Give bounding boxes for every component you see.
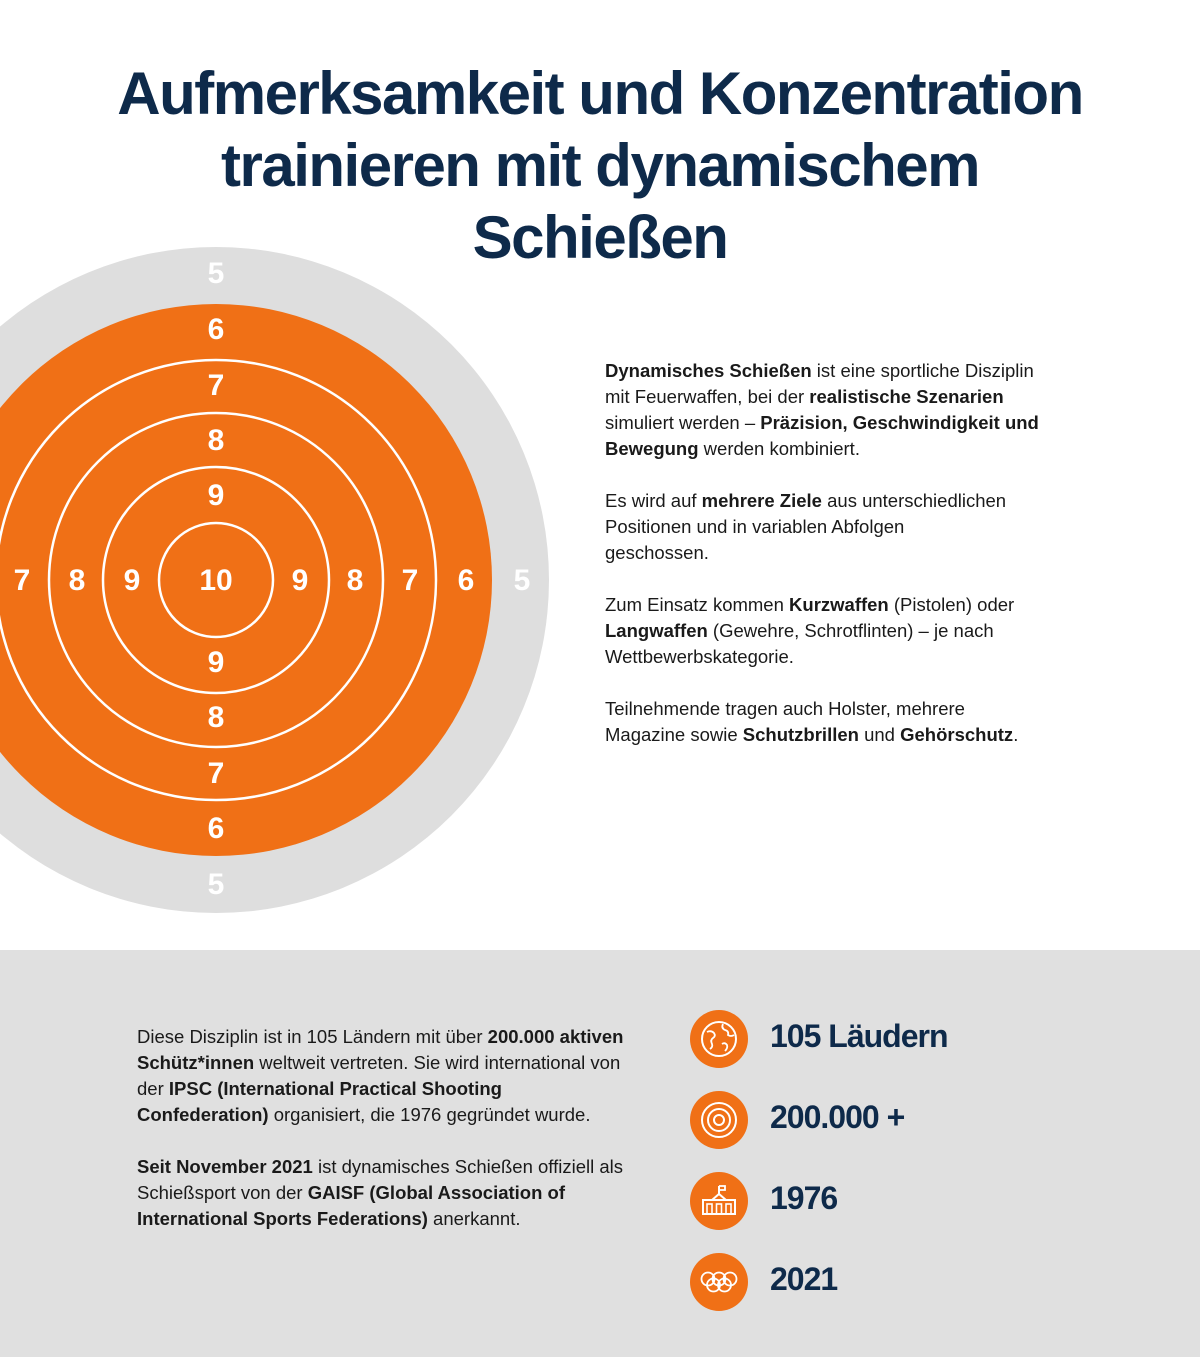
intro-text-span: werden kombiniert.	[698, 438, 860, 459]
intro-text	[605, 358, 1045, 774]
stat-value-founded: 1976	[770, 1180, 838, 1216]
stat-recognized	[690, 1253, 1170, 1313]
panel-text	[137, 1024, 637, 1258]
intro-text-span: geschossen.	[605, 542, 709, 563]
intro-text-span: (Gewehre, Schrotflinten) – je nach Wettbewerbskategorie.	[605, 620, 994, 667]
intro-text-span: (Pistolen) oder	[888, 594, 1015, 615]
target-label-center-10: 10	[199, 564, 233, 597]
target-icon	[690, 1091, 748, 1149]
intro-text-span: Zum Einsatz kommen	[605, 594, 790, 615]
intro-paragraph-4	[605, 696, 1045, 748]
panel-bold: IPSC (International Practical Shooting Confederation)	[137, 1078, 502, 1125]
target-label-bottom-9: 9	[207, 646, 225, 679]
intro-paragraph-3	[605, 592, 1045, 670]
target-label-bottom-5: 5	[207, 868, 225, 901]
target-label-right-5: 5	[513, 564, 531, 597]
title-line-1: Aufmerksamkeit und Konzentration	[117, 60, 1083, 127]
target-label-right-7: 7	[401, 564, 419, 597]
stat-value-recognized: 2021	[770, 1261, 838, 1297]
panel-bold: GAISF (Global Association of International Sports Federations)	[137, 1182, 566, 1229]
target-label-right-6: 6	[457, 564, 475, 597]
stat-countries	[690, 1010, 1170, 1070]
target-label-left-8: 8	[68, 564, 86, 597]
building-icon	[690, 1172, 748, 1230]
stat-founded	[690, 1172, 1170, 1232]
target-label-right-9: 9	[291, 564, 309, 597]
panel-text-span: anerkannt.	[427, 1208, 521, 1229]
title-line-3: Schießen	[472, 204, 728, 271]
panel-bold: 200.000 aktiven Schütz*innen	[137, 1026, 624, 1073]
target-label-bottom-7: 7	[207, 757, 225, 790]
intro-text-span: und	[858, 724, 901, 745]
intro-bold: Langwaffen	[605, 620, 708, 641]
target-label-left-9: 9	[123, 564, 141, 597]
intro-text-span: aus unterschiedlichen Positionen und in variablen Abfolgen	[605, 490, 1007, 537]
target-label-bottom-6: 6	[207, 812, 225, 845]
intro-text-span: simuliert werden –	[605, 412, 761, 433]
intro-bold: Dynamisches Schießen	[605, 360, 812, 381]
globe-icon	[690, 1010, 748, 1068]
stats-panel	[0, 950, 1200, 1357]
intro-text-span: ist eine sportliche Disziplin mit Feuerwaffen, bei der	[605, 360, 1034, 407]
intro-text-span: .	[1013, 724, 1019, 745]
panel-text-span: organisiert, die 1976 gegründet wurde.	[268, 1104, 591, 1125]
olympic-rings-icon	[690, 1253, 748, 1311]
shooting-target	[0, 0, 560, 940]
stat-value-countries: 105 Läudern	[770, 1018, 948, 1054]
target-label-top-7: 7	[207, 369, 225, 402]
panel-paragraph-1	[137, 1024, 637, 1128]
panel-bold: Seit November 2021	[137, 1156, 313, 1177]
intro-bold: mehrere Ziele	[701, 490, 822, 511]
intro-bold: Gehörschutz	[900, 724, 1014, 745]
title-line-2: trainieren mit dynamischem	[221, 132, 979, 199]
intro-paragraph-1	[605, 358, 1045, 462]
panel-text-span: ist dynamisches Schießen offiziell als Schießsport von der	[137, 1156, 624, 1203]
target-label-right-8: 8	[346, 564, 364, 597]
intro-bold: Präzision, Geschwindigkeit und Bewegung	[605, 412, 1039, 459]
panel-paragraph-2	[137, 1154, 637, 1232]
stat-value-shooters: 200.000 +	[770, 1099, 905, 1135]
target-graphic	[0, 0, 560, 940]
intro-paragraph-2	[605, 488, 1045, 566]
target-label-left-7: 7	[13, 564, 31, 597]
intro-bold: Schutzbrillen	[742, 724, 859, 745]
intro-text-span: Es wird auf	[605, 490, 702, 511]
target-label-bottom-8: 8	[207, 701, 225, 734]
intro-bold: Kurzwaffen	[789, 594, 889, 615]
intro-text-span: Teilnehmende tragen auch Holster, mehrere Magazine sowie	[605, 698, 965, 745]
target-label-top-8: 8	[207, 424, 225, 457]
target-label-top-9: 9	[207, 479, 225, 512]
intro-bold: realistische Szenarien	[809, 386, 1004, 407]
panel-text-span: Diese Disziplin ist in 105 Ländern mit über	[137, 1026, 488, 1047]
stat-shooters	[690, 1091, 1170, 1151]
target-label-top-6: 6	[207, 313, 225, 346]
target-label-top-5: 5	[207, 257, 225, 290]
panel-text-span: weltweit vertreten. Sie wird international von der	[137, 1052, 621, 1099]
